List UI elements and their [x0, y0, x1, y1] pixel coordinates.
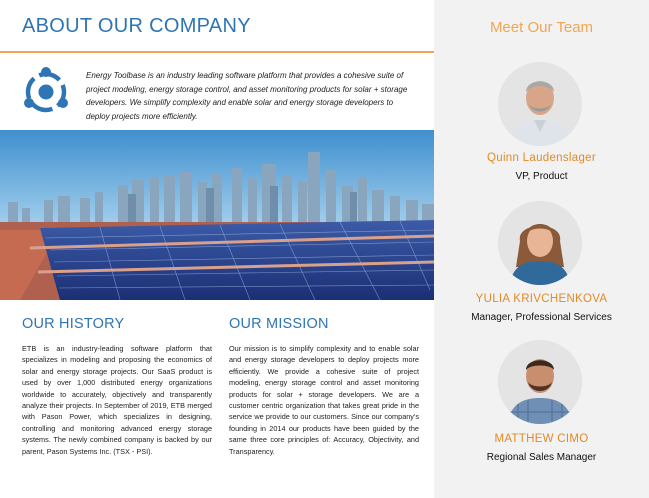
- avatar: [498, 201, 582, 285]
- avatar: [498, 340, 582, 424]
- history-title: OUR HISTORY: [22, 316, 125, 332]
- history-text: ETB is an industry-leading software platform that specializes in modeling and proposing the economics of solar and energy storage projects. Our SaaS product is used by over 1,000 distributed energy organizations worldwide to accurately, objectively and transparently analyze their projects. In September of 2019, ETB merged with Pason Power, which specializes in designing, controlling and monitoring advanced energy storage systems. The newly combined company is backed by our parent, Pason Systems Inc. (TSX - PSI).: [22, 344, 212, 456]
- team-title: Meet Our Team: [489, 19, 594, 36]
- intro-paragraph: Energy Toolbase is an industry leading software platform that provides a cohesive suite of project modeling, energy storage control, and asset monitoring products for solar + storage developers. We simplify complexity and enable solar and energy storage developers to deploy projects more efficiently.: [86, 71, 408, 121]
- avatar: [498, 62, 582, 146]
- person-icon: [498, 201, 582, 285]
- company-logo-icon: [20, 66, 72, 118]
- member-role: Regional Sales Manager: [486, 452, 597, 463]
- team-sidebar: [434, 0, 649, 498]
- page-title: ABOUT OUR COMPANY: [22, 15, 251, 37]
- mission-text: Our mission is to simplify complexity and to enable solar and energy storage developers to deploy projects more efficiently. We provide a cohesive suite of project modeling, energy storage control and asset monitoring products for solar + storage developers. We are a customer centric organization that takes great pride in the service we provide to our customers. Since our company's founding in 2014 our products have been guided by the same three core principles of: Accuracy, Objectivity, and Transparency.: [229, 344, 419, 456]
- member-name: MATTHEW CIMO: [494, 433, 589, 445]
- title-divider: [0, 51, 434, 53]
- person-icon: [498, 62, 582, 146]
- member-name: YULIA KRIVCHENKOVA: [475, 293, 608, 305]
- member-role: VP, Product: [515, 171, 568, 182]
- person-icon: [498, 340, 582, 424]
- mission-title: OUR MISSION: [229, 316, 329, 332]
- member-role: Manager, Professional Services: [471, 312, 612, 323]
- member-name: Quinn Laudenslager: [487, 152, 596, 164]
- solar-city-photo: [0, 130, 434, 300]
